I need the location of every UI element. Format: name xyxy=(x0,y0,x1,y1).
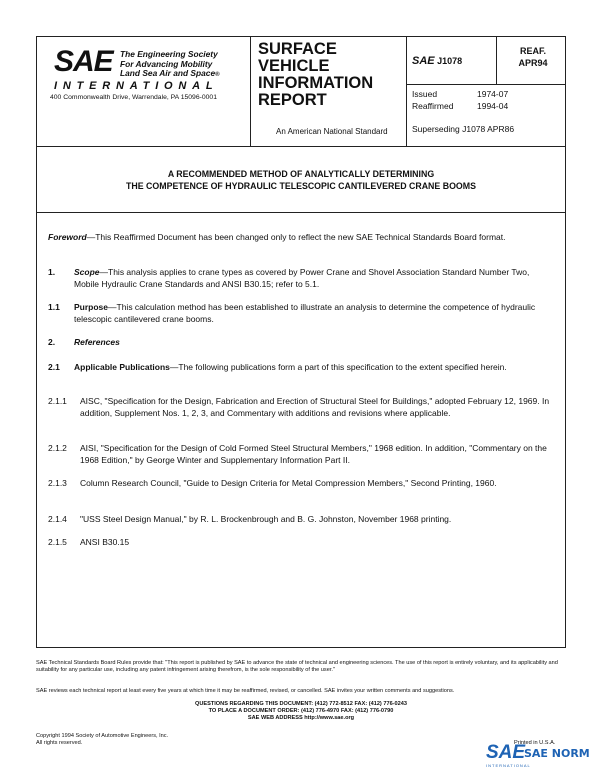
foreword: Foreword—This Reaffirmed Document has been changed only to reflect the new SAE Technical Standards Board format. xyxy=(48,232,506,242)
tagline-line-1: The Engineering Society xyxy=(120,49,218,59)
reference-4: "USS Steel Design Manual," by R. L. Brockenbrough and B. G. Johnston, November 1968 printing. xyxy=(80,514,452,524)
footer-questions: QUESTIONS REGARDING THIS DOCUMENT: (412) 772-8512 FAX: (412) 776-0243 xyxy=(194,701,407,707)
sae-logo: SAE xyxy=(54,45,113,78)
reference-3: Column Research Council, "Guide to Design Criteria for Metal Compression Members," Second Printing, 1960. xyxy=(80,478,497,488)
header-col-divider-3 xyxy=(496,36,497,84)
reference-5-number: 2.1.5 xyxy=(48,537,67,547)
reaffirmation-stamp: REAF. APR94 xyxy=(518,46,548,68)
copyright: Copyright 1994 Society of Automotive Engineers, Inc. All rights reserved. xyxy=(36,733,169,746)
issued-date: 1974-07 xyxy=(477,89,509,99)
header-number-divider xyxy=(406,84,566,85)
reference-1: AISC, "Specification for the Design, Fabrication and Erection of Structural Steel for Buildings," adopted February 12, 1969. In addition, Supplement Nos. 1, 2, 3, and Commentary with additions and revisions where applicable. xyxy=(80,396,550,418)
reference-5: ANSI B30.15 xyxy=(80,537,130,547)
reference-3-number: 2.1.3 xyxy=(48,478,67,488)
footer-order: TO PLACE A DOCUMENT ORDER: (412) 776-4970 FAX: (412) 776-0790 xyxy=(208,708,394,714)
international-wordmark: INTERNATIONAL xyxy=(54,80,219,92)
sae-norm-brand xyxy=(486,742,590,772)
section-1-1-purpose: Purpose—This calculation method has been established to illustrate an analysis to determine the competence of hydraulic telescopic cantilevered crane booms. xyxy=(74,302,536,324)
sae-norm-subtext: INTERNATIONAL xyxy=(486,763,531,768)
section-2-references: References xyxy=(74,337,120,347)
section-1-number: 1. xyxy=(48,267,56,277)
section-2-1-number: 2.1 xyxy=(48,362,60,372)
superseding-note: Superseding J1078 APR86 xyxy=(412,124,515,134)
reference-2: AISI, "Specification for the Design of Cold Formed Steel Structural Members," 1968 edition. In addition, "Commentary on the 1968 Edition," by George Winter and Supplementary Information Part II. xyxy=(80,443,547,465)
sae-norm-logo: SAE xyxy=(486,742,526,763)
report-type-title: SURFACE VEHICLE INFORMATION REPORT xyxy=(258,40,374,109)
reaffirmed-date: 1994-04 xyxy=(477,101,509,111)
trademark-mark: ® xyxy=(215,72,220,78)
document-number: SAE J1078 xyxy=(412,55,463,67)
footer-contacts xyxy=(36,701,566,722)
footer-web-address: SAE WEB ADDRESS http://www.sae.org xyxy=(247,715,355,721)
section-2-number: 2. xyxy=(48,337,56,347)
header-col-divider-1 xyxy=(250,36,251,146)
footer-review-note: SAE reviews each technical report at least every five years at which time it may be reaffirmed, revised, or cancelled. SAE invites your written comments and suggestions. xyxy=(36,688,455,694)
title-divider xyxy=(36,212,566,213)
document-title: A RECOMMENDED METHOD OF ANALYTICALLY DETERMINING THE COMPETENCE OF HYDRAULIC TELESCOPIC CANTILEVERED CRANE BOOMS xyxy=(126,169,476,191)
society-tagline xyxy=(120,50,220,81)
issue-dates: Issued 1974-07 Reaffirmed 1994-04 xyxy=(412,89,509,111)
printed-note: Printed in U.S.A. xyxy=(514,740,556,746)
section-1-scope: Scope—This analysis applies to crane types as covered by Power Crane and Shovel Association Standard Number Two, Mobile Hydraulic Crane Standards and ANSI B30.15; refer to 5.1. xyxy=(74,267,530,289)
reference-2-number: 2.1.2 xyxy=(48,443,67,453)
tagline-line-3: Land Sea Air and Space® xyxy=(120,68,220,78)
header-col-divider-2 xyxy=(406,36,407,146)
section-1-1-number: 1.1 xyxy=(48,302,60,312)
section-2-1-publications: Applicable Publications—The following publications form a part of this specification to the extent specified herein. xyxy=(74,362,507,372)
address: 400 Commonwealth Drive, Warrendale, PA 15096-0001 xyxy=(50,94,217,101)
tagline-line-2: For Advancing Mobility xyxy=(120,58,213,69)
american-national-standard-note: An American National Standard xyxy=(276,127,388,136)
footer-disclaimer: SAE Technical Standards Board Rules provide that: "This report is published by SAE to advance the state of technical and engineering sciences. The use of this report is entirely voluntary, and its applicability and suitability for any particular use, including any patent infringement arising therefrom, is the sole responsibility of the user." xyxy=(36,660,558,673)
header-divider xyxy=(36,146,566,147)
reference-1-number: 2.1.1 xyxy=(48,396,67,406)
sae-norm-wordmark: SAE NORM xyxy=(524,747,590,760)
reference-4-number: 2.1.4 xyxy=(48,514,67,524)
